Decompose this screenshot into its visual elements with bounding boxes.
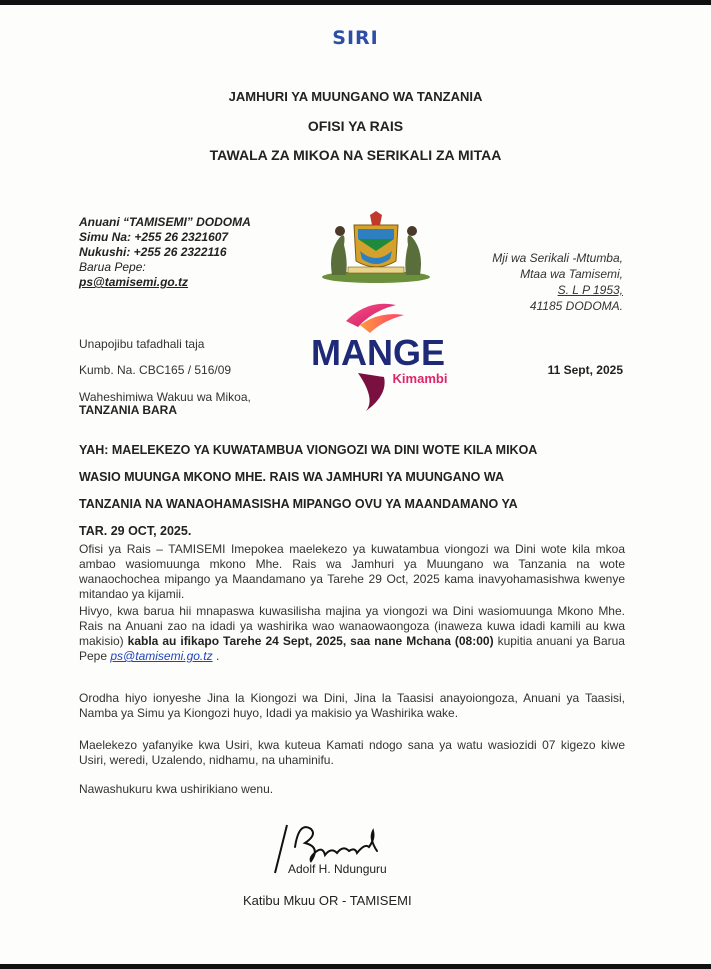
subject-line: YAH: MAELEKEZO YA KUWATAMBUA VIONGOZI WA DINI WOTE KILA MIKOA — [79, 443, 538, 457]
subject-line: TAR. 29 OCT, 2025. — [79, 524, 192, 538]
sender-address — [79, 215, 251, 290]
address-po-box: S. L P 1953, — [557, 283, 623, 297]
header-office: OFISI YA RAIS — [307, 118, 404, 134]
signatory-name: Adolf H. Ndunguru — [288, 862, 387, 876]
mange-kimambi-logo — [288, 299, 468, 411]
header-republic: JAMHURI YA MUUNGANO WA TANZANIA — [228, 89, 483, 104]
header-department: TAWALA ZA MIKOA NA SERIKALI ZA MITAA — [209, 147, 502, 163]
email-link[interactable]: ps@tamisemi.go.tz — [110, 649, 213, 663]
recipient-title: Waheshimiwa Wakuu wa Mikoa, — [79, 390, 251, 404]
email-link[interactable]: ps@tamisemi.go.tz — [79, 275, 189, 289]
deadline-text: kabla au ifikapo Tarehe 24 Sept, 2025, saa nane Mchana (08:00) — [127, 634, 494, 648]
signatory-title: Katibu Mkuu OR - TAMISEMI — [243, 893, 412, 908]
fax-line: Nukushi: +255 26 2322116 — [79, 245, 227, 259]
paragraph-submission — [79, 604, 625, 664]
reference-number: Kumb. Na. CBC165 / 516/09 — [79, 363, 232, 377]
subject-line: WASIO MUUNGA MKONO MHE. RAIS WA JAMHURI YA MUUNGANO WA — [79, 470, 505, 484]
paragraph-secrecy: Maelekezo yafanyike kwa Usiri, kwa kuteua Kamati ndogo sana ya watu wasiozidi 07 kigezo kiwe Usiri, weredi, Uzalendo, nidhamu, na uhaminifu. — [79, 738, 625, 767]
classification-stamp: SIRI — [332, 27, 379, 49]
address-postcode: 41185 DODOMA. — [529, 299, 623, 313]
letter-page — [0, 5, 711, 964]
recipient-region: TANZANIA BARA — [79, 403, 177, 417]
email-label: Barua Pepe: — [79, 260, 146, 274]
paragraph-directive: Ofisi ya Rais – TAMISEMI Imepokea maelekezo ya kuwatambua viongozi wa Dini wote kila mkoa ambao wasiomuunga mkono Mhe. Rais wa Jamhuri ya Muungano wa Tanzania na wote wanaochochea mipango ya Maandamano ya Tarehe 29 Oct, 2025 kama inavyohamasishwa kwenye mitandao ya kijamii. — [79, 542, 625, 601]
submission-via-text: kupitia anuani ya Barua Pepe — [79, 634, 625, 663]
punctuation: . — [215, 649, 220, 663]
address-location: Mji wa Serikali -Mtumba, — [492, 251, 623, 265]
office-address — [492, 250, 623, 314]
submission-text: Hivyo, kwa barua hii mnapaswa kuwasilisha majina ya viongozi wa Dini wasiomuunga Mkono Mhe. Rais na Anuani zao na idadi ya washirika wao wanaowaongoza (inaweza kuwa idadi kamili au kwa makisio) — [79, 604, 625, 648]
coat-of-arms-emblem — [318, 211, 434, 285]
subject-line: TANZANIA NA WANAOHAMASISHA MIPANGO OVU YA MAANDAMANO YA — [79, 497, 518, 511]
logo-wordmark: MANGE — [311, 332, 445, 373]
reply-note: Unapojibu tafadhali taja — [79, 337, 205, 351]
paragraph-list-contents: Orodha hiyo ionyeshe Jina la Kiongozi wa Dini, Jina la Taasisi anayoiongoza, Anuani ya Taasisi, Namba ya Simu ya Kiongozi huyo, Idadi ya makisio ya Washirika wake. — [79, 691, 625, 720]
logo-subtitle: Kimambi — [392, 371, 448, 386]
subject-heading — [79, 437, 634, 545]
letter-date: 11 Sept, 2025 — [547, 363, 623, 377]
address-street: Mtaa wa Tamisemi, — [520, 267, 623, 281]
paragraph-thanks: Nawashukuru kwa ushirikiano wenu. — [79, 782, 274, 796]
phone-line: Simu Na: +255 26 2321607 — [79, 230, 229, 244]
address-line: Anuani “TAMISEMI” DODOMA — [79, 215, 251, 229]
